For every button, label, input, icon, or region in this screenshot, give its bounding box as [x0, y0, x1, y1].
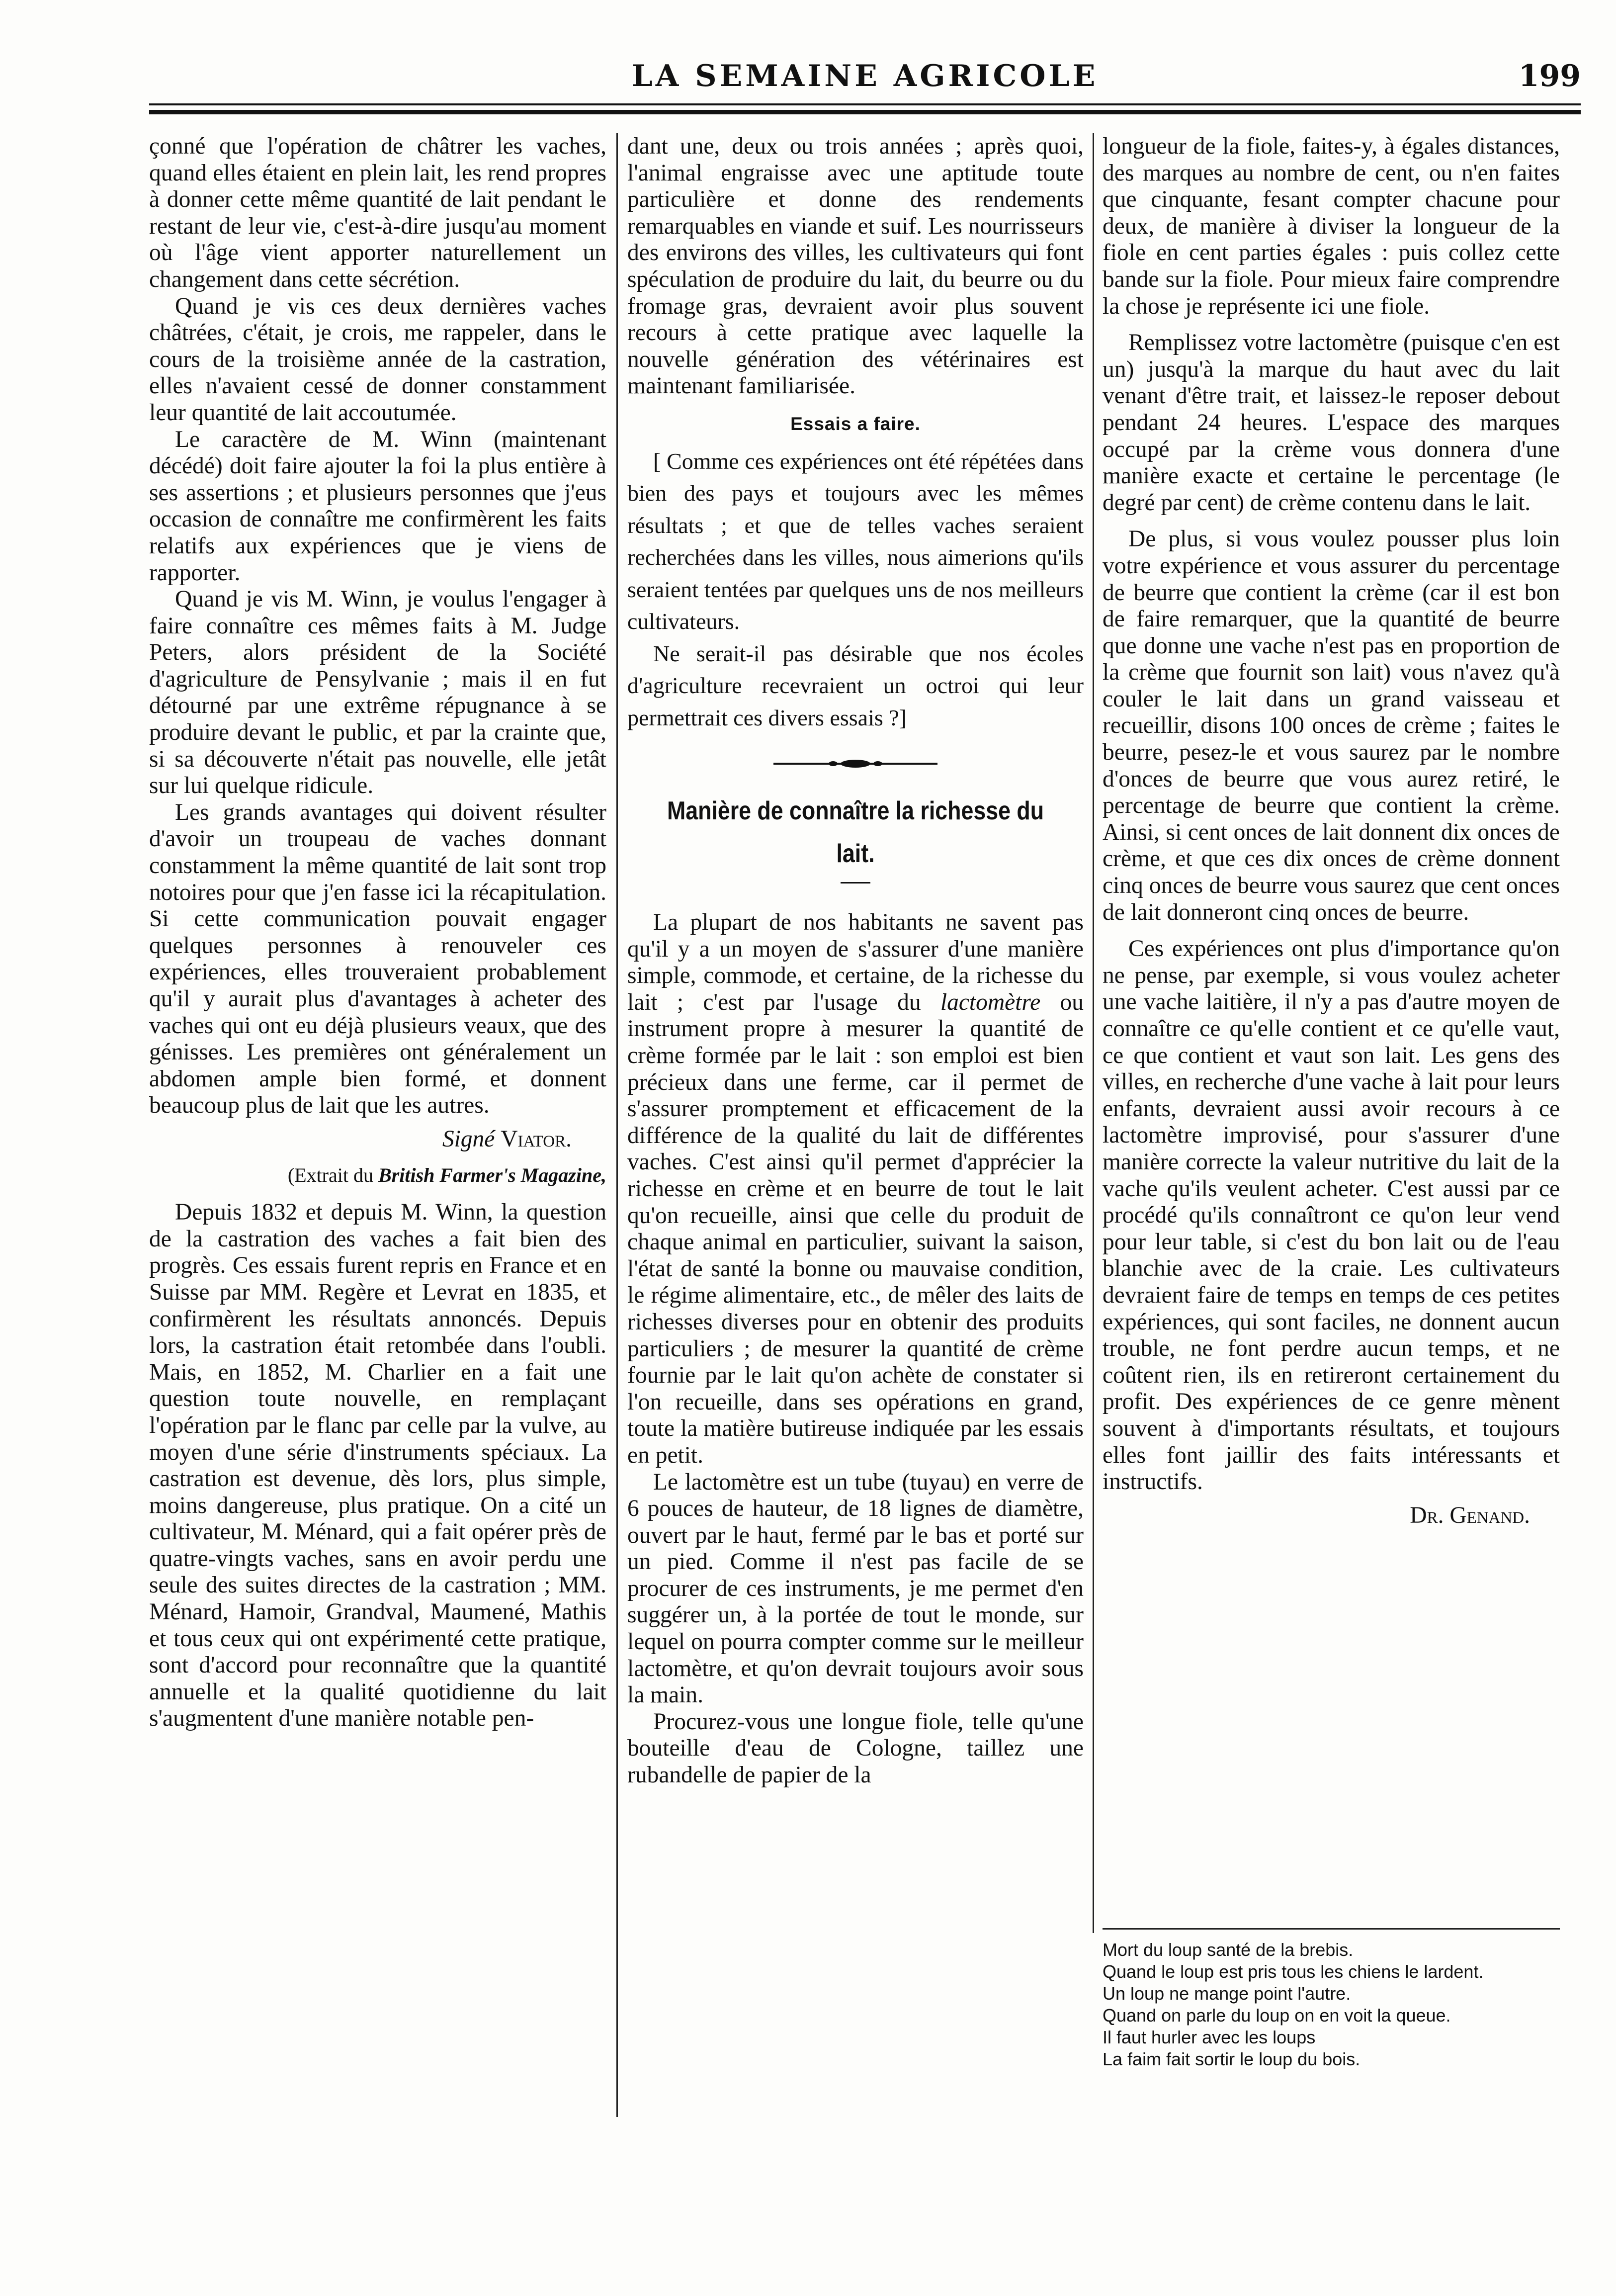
italic-term: lactomètre [940, 989, 1041, 1015]
paragraph [627, 909, 1084, 1469]
paragraph: Remplissez votre lactomètre (puisque c'en est un) jusqu'à la marque du haut avec du lait venant d'être trait, et laissez-le reposer debout pendant 24 heures. L'espace des marques occupé par la crème vous donnera d'une manière exacte et certaine le percentage (le degré par cent) de crème contenu dans le lait. [1103, 330, 1560, 516]
paragraph: Ces expériences ont plus d'importance qu'on ne pense, par exemple, si vous voulez acheter une vache laitière, il n'y a pas d'autre moyen de connaître ce qu'elle contient et ce qu'elle vaut, ce que contient et vaut son lait. Les gens des villes, en recherche d'une vache à lait pour leurs enfants, devraient aussi avoir recours à ce lactomètre improvisé, pour s'assurer d'une manière correcte la valeur nutritive du lait de la vache qu'ils veulent acheter. C'est aussi par ce procédé qu'ils connaîtront ce qu'on leur vend pour leur table, si c'est du bon lait ou de l'eau blanchie avec de la craie. Les cultivateurs devraient faire de temps en temps de ces petites expériences, qui sont faciles, ne donnent aucun trouble, ne font perdre aucun temps, et ne coûtent rien, ils en retireront certainement du profit. Des expériences de ce genre mènent souvent à d'importants résultats, et toujours elles font jaillir des faits intéressants et instructifs. [1103, 936, 1560, 1495]
title-dash [841, 882, 870, 883]
source-title: British Farmer's Magazine, [378, 1163, 606, 1186]
proverb: Quand on parle du loup on en voit la queue. [1103, 2005, 1451, 2026]
column-right [1103, 133, 1560, 2211]
proverb: Mort du loup santé de la brebis. [1103, 1940, 1354, 1960]
proverbs-rule [1103, 1928, 1560, 1930]
paragraph: [ Comme ces expériences ont été répétées dans bien des pays et toujours avec les mêmes résultats ; et que de telles vaches seraient recherchées dans les villes, nous aimerions qu'ils seraient tentées par quelques uns de nos meilleurs cultivateurs. [627, 448, 1084, 634]
page-number: 199 [1518, 59, 1581, 93]
column-middle [627, 133, 1084, 2211]
editorial-note [627, 445, 1084, 734]
section-subheading: Essais a faire. [790, 413, 921, 434]
signature-name: Viator. [501, 1126, 572, 1152]
paragraph: De plus, si vous voulez pousser plus loin votre expérience et vous assurer du percentage de beurre que contient la crème (car il est bon de faire remarquer, que la quantité de beurre que donne une vache n'est pas en proportion de la crème que fournit son lait) vous n'avez qu'à couler le lait dans un grand vaisseau et recueillir, disons 100 onces de crème ; faites le beurre, pesez-le et vous saurez par le nombre d'onces de beurre que vous aurez retiré, le percentage de beurre que contient la crème. Ainsi, si cent onces de lait donnent dix onces de crème, et que ces dix onces de crème donnent cinq onces de beurre vous saurez que cent onces de lait donneront cinq onces de beurre. [1103, 526, 1560, 925]
source-prefix: (Extrait du [287, 1163, 373, 1186]
proverb: Quand le loup est pris tous les chiens le lardent. [1103, 1961, 1484, 1982]
text-run: ou instrument propre à mesurer la quantité de crème formée par le lait : son emploi est bien précieux dans une ferme, car il permet de s'assurer promptement et efficacement de la différence de la qualité du lait de différentes vaches. C'est ainsi qu'il permet d'apprécier la richesse en crème et en beurre de tout le lait qu'on recueille, ainsi que celle du produit de chaque animal en particulier, suivant la saison, l'état de santé la bonne ou mauvaise condition, le régime alimentaire, etc., de mêler des laits de richesses diverses pour en obtenir des produits particuliers ; de mesurer la quantité de crème fournie par le lait qu'on achète de constater si l'on recueille, dans ses opérations en grand, toute la matière butireuse indiquée par les essais en petit. [627, 989, 1084, 1468]
text-run: La plupart de nos habitants ne savent pas qu'il y a un moyen de s'assurer d'une manière simple, commode, et certaine, de la richesse du lait ; c'est par l'usage du [627, 909, 1084, 1015]
paragraph: Procurez-vous une longue fiole, telle qu'une bouteille d'eau de Cologne, taillez une rubandelle de papier de la [627, 1708, 1084, 1788]
column-divider [1093, 133, 1094, 1933]
journal-title: LA SEMAINE AGRICOLE [631, 59, 1099, 93]
paragraph: Quand je vis ces deux dernières vaches châtrées, c'était, je crois, me rappeler, dans le cours de la troisième année de la castration, elles n'avaient cessé de donner constamment leur quantité de lait accoutumée. [149, 293, 606, 426]
source-line [149, 1162, 606, 1189]
paragraph: Les grands avantages qui doivent résulter d'avoir un troupeau de vaches donnant constamment la même quantité de lait sont trop notoires pour que j'en fasse ici la récapitulation. Si cette communication pouvait engager quelques personnes à renouveler ces expériences, elles trouveraient probablement qu'il y aurait plus d'avantages à acheter des vaches qui ont eu déjà plusieurs veaux, que des génisses. Les premières ont généralement un abdomen ample bien formé, et donnent beaucoup plus de lait que les autres. [149, 799, 606, 1119]
article-title: Manière de connaître la richesse du lait. [667, 796, 1044, 869]
ornament-divider [773, 759, 937, 769]
paragraph: Le lactomètre est un tube (tuyau) en verre de 6 pouces de hauteur, de 18 lignes de diamètre, ouvert par le haut, fermé par le bas et porté sur un pied. Comme il n'est pas facile de se procurer de ces instruments, je me permet d'en suggérer un, à la portée de tout le monde, sur lequel on pourra compter comme sur le meilleur lactomètre, et qu'on devrait toujours avoir sous la main. [627, 1469, 1084, 1708]
paragraph: Le caractère de M. Winn (maintenant décédé) doit faire ajouter la foi la plus entière à ses assertions ; et plusieurs personnes que j'eus occasion de connaître me confirmèrent les faits relatifs aux expériences que je viens de rapporter. [149, 426, 606, 586]
paragraph: çonné que l'opération de châtrer les vaches, quand elles étaient en plein lait, les rend propres à donner cette même quantité de lait pendant le restant de leur vie, c'est-à-dire jusqu'au moment où l'âge vient apporter naturellement un changement dans cette sécrétion. [149, 133, 606, 292]
header-rule [149, 103, 1581, 114]
proverbs-box [1103, 1939, 1560, 2070]
paragraph: Depuis 1832 et depuis M. Winn, la question de la castration des vaches a fait bien des progrès. Ces essais furent repris en France et en Suisse par MM. Regère et Levrat en 1835, et confirmèrent les résultats annoncés. Depuis lors, la castration était retombée dans l'oubli. Mais, en 1852, M. Charlier en a fait une question toute nouvelle, en remplaçant l'opération par le flanc par celle par la vulve, au moyen d'une série d'instruments spéciaux. La castration est devenue, dès lors, plus simple, moins dangereuse, plus pratique. On a cité un cultivateur, M. Ménard, qui a fait opérer près de quatre-vingts vaches, sans en avoir perdu une seule des suites directes de la castration ; MM. Ménard, Hamoir, Grandval, Maumené, Mathis et tous ceux qui ont expérimenté cette pratique, sont d'accord pour reconnaître que la quantité annuelle et la qualité quotidienne du lait s'augmentent d'une manière notable pen- [149, 1199, 606, 1732]
proverb: Un loup ne mange point l'autre. [1103, 1983, 1351, 2004]
paragraph: longueur de la fiole, faites-y, à égales distances, des marques au nombre de cent, ou n'en faites que cinquante, fesant compter chacune pour deux, de manière à diviser la longueur de la fiole en cent parties égales : puis collez cette bande sur la fiole. Pour mieux faire comprendre la chose je représente ici une fiole. [1103, 133, 1560, 319]
proverb: Il faut hurler avec les loups [1103, 2027, 1316, 2047]
page-header [149, 59, 1581, 106]
column-left [149, 133, 606, 2211]
proverb: La faim fait sortir le loup du bois. [1103, 2049, 1361, 2069]
column-divider [616, 133, 618, 2117]
signature-prefix: Signé [442, 1126, 495, 1152]
author-signature: Dr. Genand. [1410, 1502, 1530, 1528]
paragraph: Quand je vis M. Winn, je voulus l'engager à faire connaître ces mêmes faits à M. Judge Peters, alors président de la Société d'agriculture de Pensylvanie ; mais il en fut détourné par une extrême répugnance à se produire devant le public, et par la crainte que, si sa découverte n'était pas nouvelle, elle jetât sur lui quelque ridicule. [149, 586, 606, 799]
signature [149, 1126, 606, 1153]
paragraph: Ne serait-il pas désirable que nos écoles d'agriculture recevraient un octroi qui leur permettrait ces divers essais ?] [627, 640, 1084, 730]
paragraph: dant une, deux ou trois années ; après quoi, l'animal engraisse avec une aptitude toute particulière et donne des rendements remarquables en viande et suif. Les nourrisseurs des environs des villes, les cultivateurs qui font spéculation de produire du lait, du beurre ou du fromage gras, devraient avoir plus souvent recours à cette pratique avec laquelle la nouvelle génération des vétérinaires est maintenant familiarisée. [627, 133, 1084, 399]
